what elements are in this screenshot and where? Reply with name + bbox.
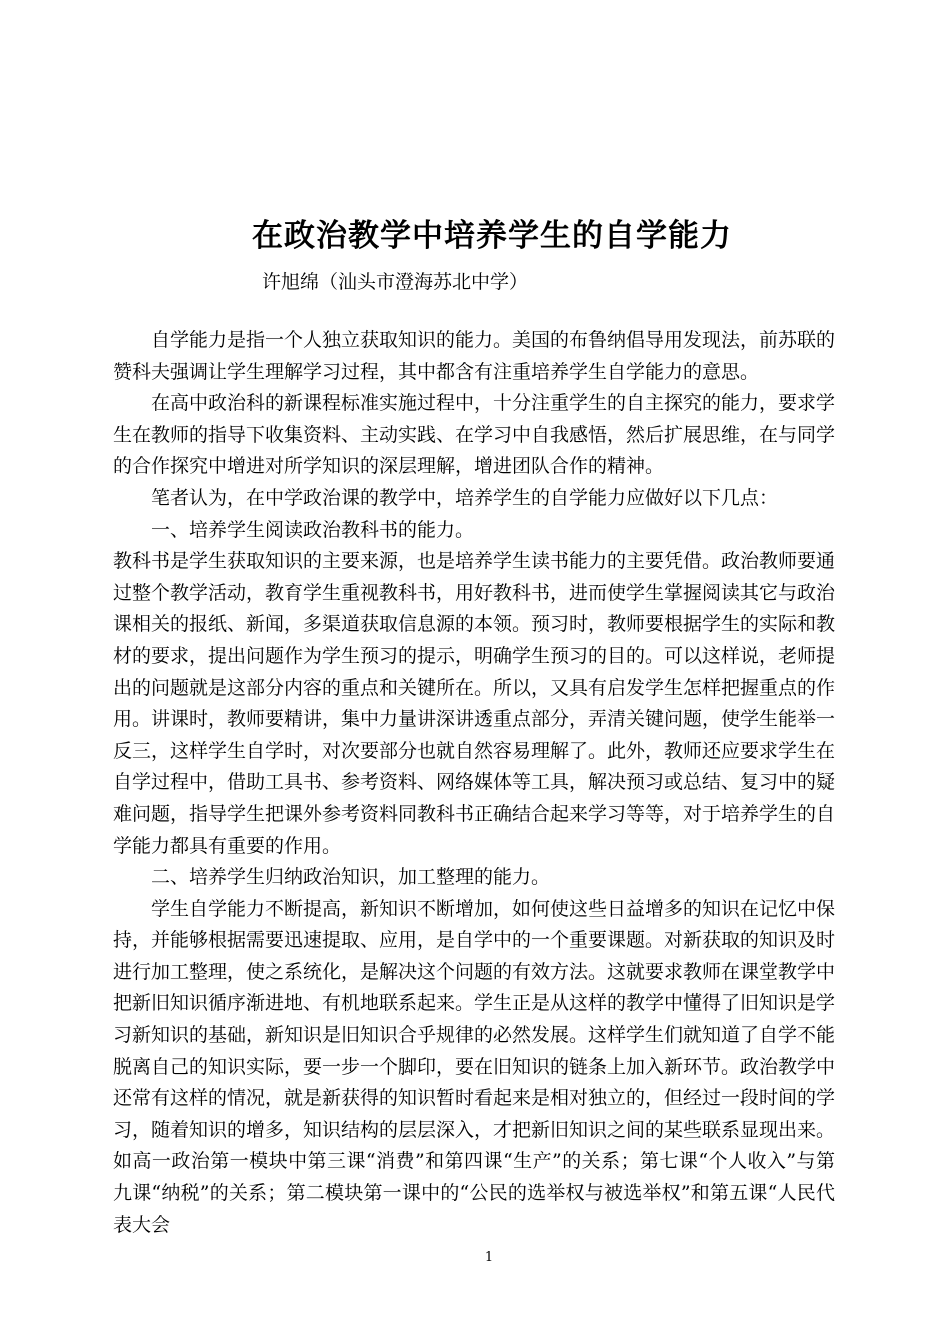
paragraph-thesis: 笔者认为，在中学政治课的教学中，培养学生的自学能力应做好以下几点： (151, 486, 779, 509)
section-heading-2: 二、培养学生归纳政治知识，加工整理的能力。 (151, 866, 551, 889)
document-title: 在政治教学中培养学生的自学能力 (252, 218, 732, 254)
document-body (113, 325, 835, 1241)
section-heading-1: 一、培养学生阅读政治教科书的能力。 (151, 518, 475, 541)
paragraph-knowledge-organization: 学生自学能力不断提高，新知识不断增加，如何使这些日益增多的知识在记忆中保持，并能够根据需要迅速提取、应用，是自学中的一个重要课题。对新获取的知识及时进行加工整理，使之系统化，是解决这个问题的有效方法。这就要求教师在课堂教学中把新旧知识循序渐进地、有机地联系起来。学生正是从这样的教学中懂得了旧知识是学习新知识的基础，新知识是旧知识合乎规律的必然发展。这样学生们就知道了自学不能脱离自己的知识实际，要一步一个脚印，要在旧知识的链条上加入新环节。政治教学中还常有这样的情况，就是新获得的知识暂时看起来是相对独立的，但经过一段时间的学习，随着知识的增多，知识结构的层层深入，才把新旧知识之间的某些联系显现出来。如高一政治第一模块中第三课“消费”和第四课“生产”的关系；第七课“个人收入”与第九课“纳税”的关系；第二模块第一课中的“公民的选举权与被选举权”和第五课“人民代表大会 (113, 897, 836, 1236)
paragraph-curriculum: 在高中政治科的新课程标准实施过程中，十分注重学生的自主探究的能力，要求学生在教师的指导下收集资料、主动实践、在学习中自我感悟，然后扩展思维，在与同学的合作探究中增进对所学知识的深层理解，增进团队合作的精神。 (113, 392, 836, 478)
page-number: 1 (484, 1250, 494, 1265)
paragraph-textbook-reading: 教科书是学生获取知识的主要来源，也是培养学生读书能力的主要凭借。政治教师要通过整个教学活动，教育学生重视教科书，用好教科书，进而使学生掌握阅读其它与政治课相关的报纸、新闻，多渠道获取信息源的本领。预习时，教师要根据学生的实际和教材的要求，提出问题作为学生预习的提示，明确学生预习的目的。可以这样说，老师提出的问题就是这部分内容的重点和关键所在。所以，又具有启发学生怎样把握重点的作用。讲课时，教师要精讲，集中力量讲深讲透重点部分，弄清关键问题，使学生能举一反三，这样学生自学时，对次要部分也就自然容易理解了。此外，教师还应要求学生在自学过程中，借助工具书、参考资料、网络媒体等工具，解决预习或总结、复习中的疑难问题，指导学生把课外参考资料同教科书正确结合起来学习等等，对于培养学生的自学能力都具有重要的作用。 (113, 550, 836, 857)
paragraph-intro: 自学能力是指一个人独立获取知识的能力。美国的布鲁纳倡导用发现法，前苏联的赞科夫强调让学生理解学习过程，其中都含有注重培养学生自学能力的意思。 (113, 329, 836, 383)
document-author: 许旭绵（汕头市澄海苏北中学） (262, 271, 529, 293)
